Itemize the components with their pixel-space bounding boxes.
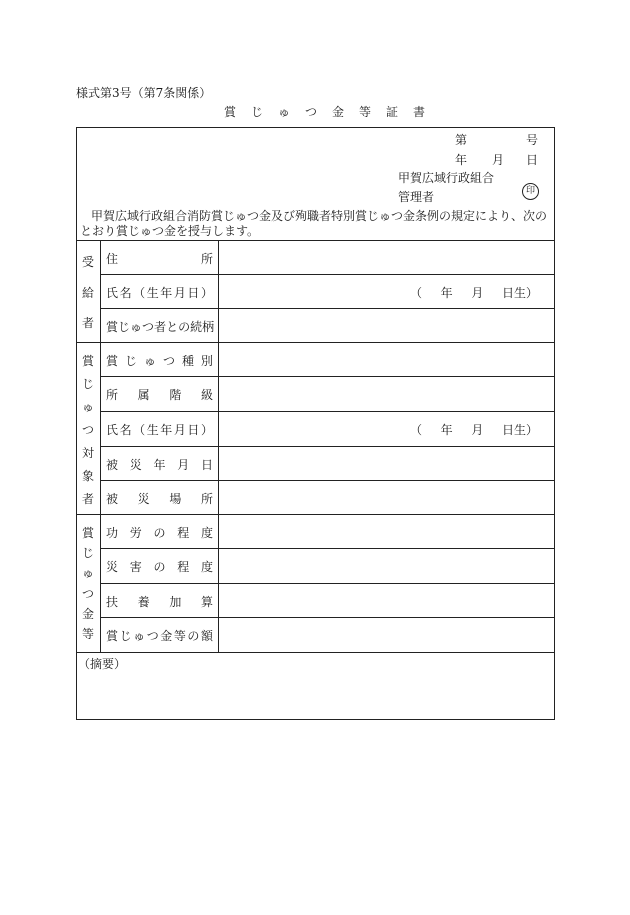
row-label-disaster-place: 被 災 場 所 bbox=[106, 492, 213, 506]
body-text-line2: とおり賞じゅつ金を授与します。 bbox=[80, 224, 260, 238]
row-label-merit-level: 功 労 の 程 度 bbox=[106, 526, 213, 540]
row-label-award-type: 賞 じ ゅ つ 種 別 bbox=[106, 354, 213, 368]
grid-line bbox=[100, 617, 555, 618]
grid-line bbox=[100, 411, 555, 412]
birth-year: 年 bbox=[440, 286, 453, 300]
seal-mark: 印 bbox=[522, 183, 539, 200]
organization-name: 甲賀広域行政組合 bbox=[398, 171, 495, 185]
section-subject: 賞 じ ゅ つ 対 象 者 bbox=[81, 354, 94, 506]
grid-line bbox=[100, 480, 555, 481]
birth-day: 日生） bbox=[501, 286, 538, 300]
grid-line bbox=[76, 342, 555, 343]
row-label-address: 住 所 bbox=[106, 252, 213, 266]
number-suffix: 号 bbox=[526, 133, 539, 147]
remarks-label: （摘要） bbox=[78, 657, 127, 671]
row-label-relation: 賞 じ ゅ つ 者 と の 続 柄 bbox=[106, 320, 215, 334]
grid-line bbox=[100, 308, 555, 309]
grid-line bbox=[100, 240, 101, 652]
document-title: 賞じゅつ金等証書 bbox=[224, 105, 441, 119]
date-year: 年 bbox=[455, 153, 468, 167]
row-label-damage-level: 災 害 の 程 度 bbox=[106, 560, 213, 574]
paren-open: （ bbox=[410, 286, 423, 300]
birth-date-field-2 bbox=[410, 421, 538, 438]
row-label-name-birth2: 氏 名 （ 生 年 月 日 ） bbox=[106, 423, 213, 437]
date-day: 日 bbox=[526, 153, 539, 167]
number-label: 第 bbox=[455, 133, 468, 147]
body-text-line1: 甲賀広域行政組合消防賞じゅつ金及び殉職者特別賞じゅつ金条例の規定により、次の bbox=[91, 209, 548, 223]
grid-line bbox=[100, 446, 555, 447]
grid-line bbox=[100, 583, 555, 584]
row-label-name-birth: 氏 名 （ 生 年 月 日 ） bbox=[106, 286, 213, 300]
birth-month: 月 bbox=[471, 423, 484, 437]
grid-line bbox=[100, 548, 555, 549]
form-number: 様式第3号（第7条関係） bbox=[76, 86, 212, 100]
section-recipient: 受 給 者 bbox=[81, 255, 94, 330]
birth-month: 月 bbox=[471, 286, 484, 300]
grid-line bbox=[100, 274, 555, 275]
grid-line bbox=[76, 240, 555, 241]
grid-line bbox=[100, 376, 555, 377]
row-label-amount: 賞 じ ゅ つ 金 等 の 額 bbox=[106, 629, 213, 643]
grid-line bbox=[218, 240, 219, 652]
row-label-dependent-add: 扶 養 加 算 bbox=[106, 595, 213, 609]
grid-line bbox=[76, 652, 555, 653]
date-month: 月 bbox=[492, 153, 505, 167]
administrator-label: 管理者 bbox=[398, 190, 435, 204]
grid-line bbox=[76, 514, 555, 515]
row-label-disaster-date: 被 災 年 月 日 bbox=[106, 458, 213, 472]
section-award: 賞 じ ゅ つ 金 等 bbox=[81, 526, 94, 641]
birth-date-field bbox=[410, 284, 538, 301]
row-label-rank: 所 属 階 級 bbox=[106, 388, 213, 402]
paren-open: （ bbox=[410, 423, 423, 437]
birth-day: 日生） bbox=[501, 423, 538, 437]
birth-year: 年 bbox=[440, 423, 453, 437]
